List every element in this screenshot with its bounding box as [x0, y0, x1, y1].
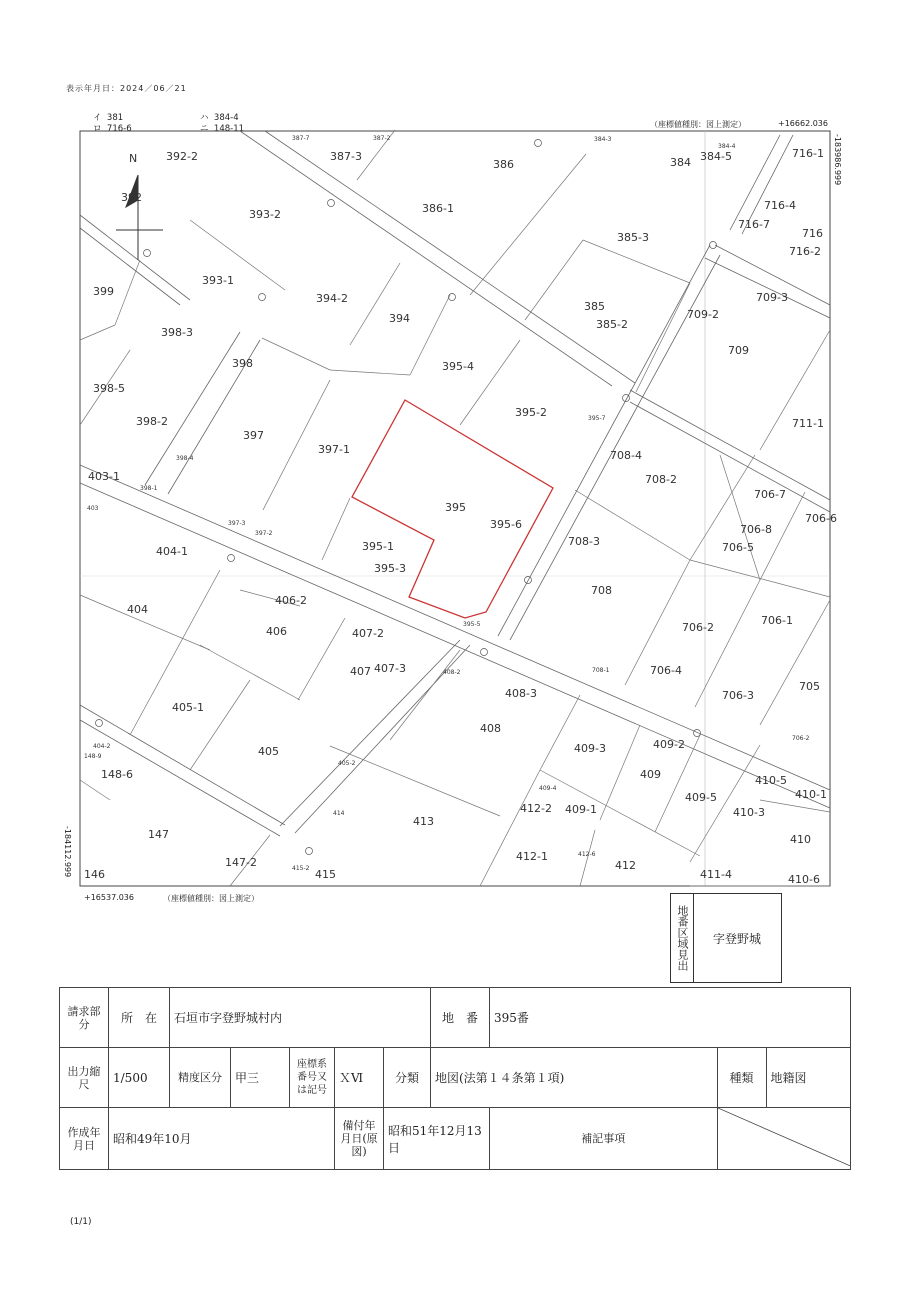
class-value: 地図(法第１４条第１項)	[431, 1048, 718, 1108]
coord-right: -183986.999	[833, 134, 842, 186]
parcel-label: 392	[121, 191, 142, 204]
parcel-label: 706-7	[754, 488, 786, 501]
parcel-label: 405-1	[172, 701, 204, 714]
coord-top-right: +16662.036	[778, 119, 828, 128]
parcel-label: 412	[615, 859, 636, 872]
small-parcel-label: 408-2	[443, 669, 461, 676]
parcel-label: 403-1	[88, 470, 120, 483]
parcel-label: 407-2	[352, 627, 384, 640]
parcel-label: 716-4	[764, 199, 796, 212]
small-parcel-label: 409-4	[539, 785, 557, 792]
coord-value: ＸⅥ	[335, 1048, 384, 1108]
parcel-label: 706-6	[805, 512, 837, 525]
parcel-label: 410	[790, 833, 811, 846]
precision-value: 甲三	[231, 1048, 290, 1108]
parcel-label: 716-2	[789, 245, 821, 258]
parcel-label: 148-6	[101, 768, 133, 781]
page-number: (1/1)	[70, 1217, 92, 1227]
legend-ro: ロ 716-6	[93, 124, 132, 134]
display-date: 表示年月日：2024／06／21	[66, 84, 187, 93]
small-parcel-label: 398-1	[140, 485, 158, 492]
parcel-label: 406-2	[275, 594, 307, 607]
parcel-label: 408	[480, 722, 501, 735]
attached-label: 備付年月日(原図)	[335, 1108, 384, 1170]
parcel-label: 706-8	[740, 523, 772, 536]
parcel-label: 716	[802, 227, 823, 240]
parcel-label: 393-1	[202, 274, 234, 287]
coord-label: 座標系番号又は記号	[290, 1048, 335, 1108]
parcel-label: 410-6	[788, 873, 820, 886]
legend-ni: ニ 148-11	[200, 124, 245, 134]
parcel-label: 709-3	[756, 291, 788, 304]
small-parcel-label: 405-2	[338, 760, 356, 767]
area-name: 字登野城	[712, 931, 761, 946]
small-parcel-label: 397-2	[255, 530, 273, 537]
loc-value: 石垣市字登野城村内	[170, 988, 431, 1048]
kind-value: 地籍図	[766, 1048, 851, 1108]
parcel-label: 709-2	[687, 308, 719, 321]
small-parcel-label: 395-7	[588, 415, 606, 422]
small-parcel-label: 397-3	[228, 520, 246, 527]
parcel-label: 409-2	[653, 738, 685, 751]
parcel-label: 410-1	[795, 788, 827, 801]
note-diagonal	[718, 1108, 851, 1166]
small-parcel-label: 387-7	[292, 135, 310, 142]
parcel-label: 706-3	[722, 689, 754, 702]
small-parcel-label: 387-2	[373, 135, 391, 142]
small-parcel-label: 706-2	[792, 735, 810, 742]
parcel-label: 385	[584, 300, 605, 313]
parcel-label: 406	[266, 625, 287, 638]
note-label: 補記事項	[490, 1108, 718, 1170]
req-label: 請求部分	[60, 988, 109, 1048]
coord-bottom-left: +16537.036	[84, 893, 134, 902]
parcel-label: 706-2	[682, 621, 714, 634]
parcel-label: 146	[84, 868, 105, 881]
parcel-label: 395	[445, 501, 466, 514]
area-heading: 地番区域見出	[671, 894, 694, 982]
parcel-label: 395-2	[515, 406, 547, 419]
parcel-label: 395-3	[374, 562, 406, 575]
parcel-label: 415	[315, 868, 336, 881]
coord-note-bottom: （座標値種別：図上測定）	[163, 894, 259, 903]
parcel-label: 395-1	[362, 540, 394, 553]
legend-i: イ 381	[93, 113, 124, 123]
parcel-label: 408-3	[505, 687, 537, 700]
parcel-label: 412-1	[516, 850, 548, 863]
parcel-label: 398-5	[93, 382, 125, 395]
roads	[80, 131, 830, 836]
parcel-label: 387-3	[330, 150, 362, 163]
small-parcel-label: 708-1	[592, 667, 610, 674]
class-label: 分類	[384, 1048, 431, 1108]
made-label: 作成年月日	[60, 1108, 109, 1170]
scale-label: 出力縮尺	[60, 1048, 109, 1108]
coord-left: -184112.999	[63, 826, 72, 878]
parcel-label: 395-4	[442, 360, 474, 373]
parcel-label: 407-3	[374, 662, 406, 675]
loc-label: 所 在	[109, 988, 170, 1048]
parcel-label: 404-1	[156, 545, 188, 558]
parcel-label: 399	[93, 285, 114, 298]
small-parcel-label: 384-4	[718, 143, 736, 150]
attached-value: 昭和51年12月13日	[384, 1108, 490, 1170]
north-label: N	[129, 152, 138, 165]
parcel-label: 412-2	[520, 802, 552, 815]
small-parcel-label: 415-2	[292, 865, 310, 872]
parcel-label: 385-2	[596, 318, 628, 331]
lot-value: 395番	[490, 988, 851, 1048]
parcel-label: 405	[258, 745, 279, 758]
parcel-label: 708-2	[645, 473, 677, 486]
parcel-label: 392-2	[166, 150, 198, 163]
parcel-label: 708-4	[610, 449, 642, 462]
legend-ha: ハ 384-4	[200, 113, 239, 123]
parcel-label: 409-3	[574, 742, 606, 755]
parcel-label: 411-4	[700, 868, 732, 881]
small-parcel-label: 148-9	[84, 753, 102, 760]
info-table	[59, 987, 851, 1170]
parcel-label: 711-1	[792, 417, 824, 430]
parcel-label: 386	[493, 158, 514, 171]
parcel-label: 394-2	[316, 292, 348, 305]
parcel-label: 398-3	[161, 326, 193, 339]
lot-label: 地 番	[431, 988, 490, 1048]
kind-label: 種類	[717, 1048, 766, 1108]
parcel-label: 397	[243, 429, 264, 442]
parcel-label: 410-5	[755, 774, 787, 787]
small-parcel-label: 414	[333, 810, 345, 817]
small-parcel-label: 403	[87, 505, 99, 512]
survey-marks	[96, 140, 717, 855]
parcel-label: 706-1	[761, 614, 793, 627]
note-cell	[717, 1108, 851, 1170]
parcel-label: 716-1	[792, 147, 824, 160]
parcel-label: 398-2	[136, 415, 168, 428]
precision-label: 精度区分	[170, 1048, 231, 1108]
parcel-label: 397-1	[318, 443, 350, 456]
parcel-label-layer	[84, 147, 837, 886]
parcel-label: 716-7	[738, 218, 770, 231]
parcel-label: 147	[148, 828, 169, 841]
parcel-label: 413	[413, 815, 434, 828]
small-parcel-label: 384-3	[594, 136, 612, 143]
parcel-label: 147-2	[225, 856, 257, 869]
parcel-label: 708-3	[568, 535, 600, 548]
parcel-label: 384	[670, 156, 691, 169]
parcel-label: 398	[232, 357, 253, 370]
small-parcel-label: 404-2	[93, 743, 111, 750]
parcel-label: 409-1	[565, 803, 597, 816]
north-arrow	[116, 175, 163, 260]
parcel-label: 395-6	[490, 518, 522, 531]
parcel-label: 404	[127, 603, 148, 616]
scale-value: 1/500	[109, 1048, 170, 1108]
parcel-label: 386-1	[422, 202, 454, 215]
parcel-label: 706-4	[650, 664, 682, 677]
parcel-label: 394	[389, 312, 410, 325]
area-box	[670, 893, 782, 983]
parcel-label: 385-3	[617, 231, 649, 244]
made-value: 昭和49年10月	[109, 1108, 335, 1170]
parcel-label: 409-5	[685, 791, 717, 804]
parcel-label: 410-3	[733, 806, 765, 819]
small-parcel-label: 412-6	[578, 851, 596, 858]
parcel-label: 384-5	[700, 150, 732, 163]
parcel-label: 393-2	[249, 208, 281, 221]
parcel-label: 705	[799, 680, 820, 693]
parcel-label: 709	[728, 344, 749, 357]
parcel-label: 407	[350, 665, 371, 678]
small-parcel-label: 398-4	[176, 455, 194, 462]
parcel-label: 708	[591, 584, 612, 597]
coord-note-top: （座標値種別：図上測定）	[650, 120, 746, 129]
small-parcel-label: 395-5	[463, 621, 481, 628]
parcel-label: 409	[640, 768, 661, 781]
parcel-label: 706-5	[722, 541, 754, 554]
